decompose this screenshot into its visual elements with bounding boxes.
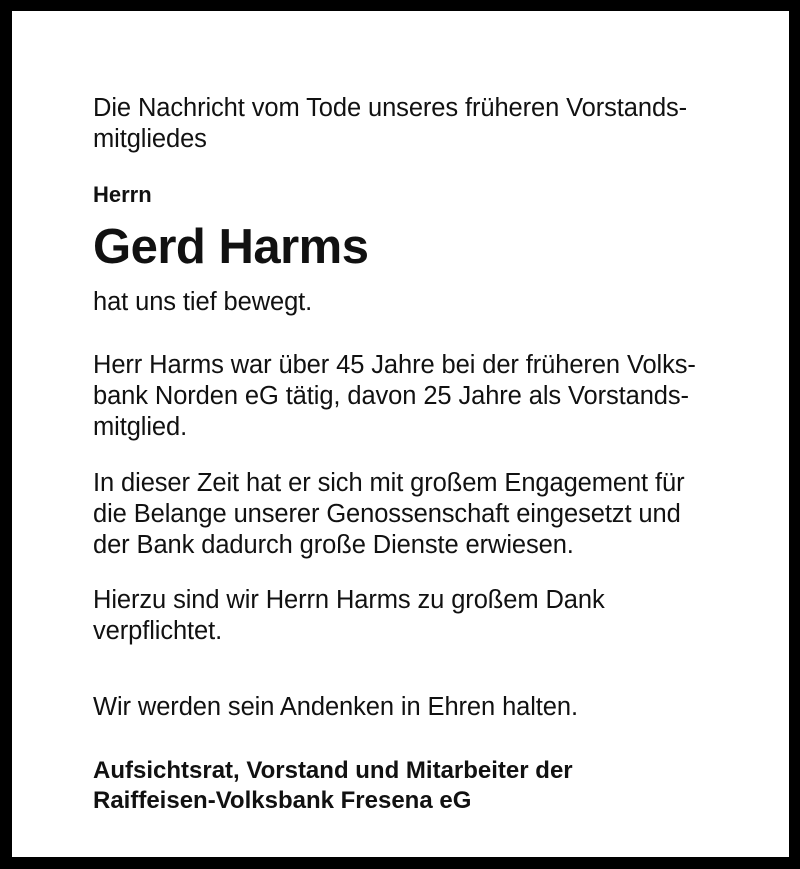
salutation: Herrn bbox=[93, 182, 152, 207]
signature bbox=[93, 756, 573, 816]
signature-line-1: Aufsichtsrat, Vorstand und Mitarbeiter der bbox=[93, 757, 573, 784]
thanks-line-2: verpflichtet. bbox=[93, 617, 223, 645]
intro-line-1: Die Nachricht vom Tode unseres früheren Vorstands- bbox=[93, 94, 688, 122]
moved-text bbox=[93, 287, 312, 318]
moved-line: hat uns tief bewegt. bbox=[93, 288, 313, 316]
engagement-text bbox=[93, 468, 684, 561]
engagement-line-3: der Bank dadurch große Dienste erwiesen. bbox=[93, 531, 574, 559]
intro-text bbox=[93, 93, 687, 155]
engagement-line-2: die Belange unserer Genossenschaft eingesetzt und bbox=[93, 500, 681, 528]
career-text bbox=[93, 350, 696, 443]
career-line-3: mitglied. bbox=[93, 413, 188, 441]
engagement-line-1: In dieser Zeit hat er sich mit großem Engagement für bbox=[93, 469, 685, 497]
memory-line: Wir werden sein Andenken in Ehren halten. bbox=[93, 693, 578, 721]
memory-text bbox=[93, 692, 578, 723]
deceased-name: Gerd Harms bbox=[93, 220, 369, 274]
career-line-1: Herr Harms war über 45 Jahre bei der früheren Volks- bbox=[93, 351, 696, 379]
signature-line-2: Raiffeisen-Volksbank Fresena eG bbox=[93, 787, 472, 814]
thanks-line-1: Hierzu sind wir Herrn Harms zu großem Dank bbox=[93, 586, 605, 614]
thanks-text bbox=[93, 585, 605, 647]
career-line-2: bank Norden eG tätig, davon 25 Jahre als Vorstands- bbox=[93, 382, 689, 410]
intro-line-2: mitgliedes bbox=[93, 125, 207, 153]
